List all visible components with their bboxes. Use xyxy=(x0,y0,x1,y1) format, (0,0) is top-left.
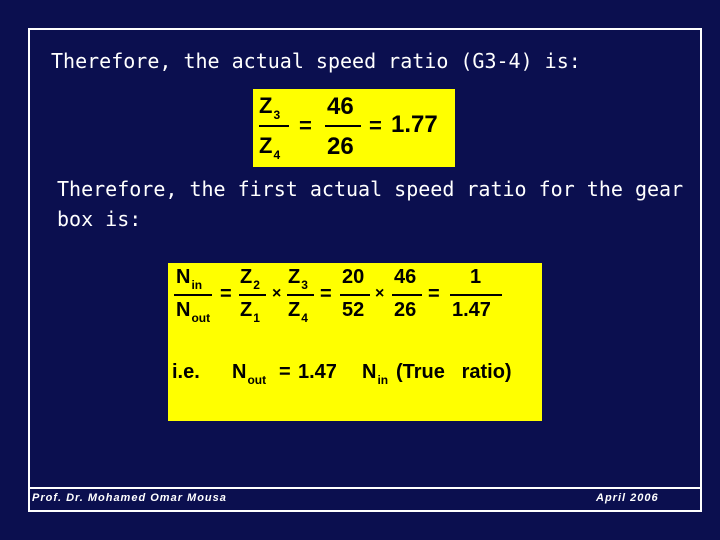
equation-box-speed-ratio xyxy=(253,89,455,167)
eq2-frac5-denominator: 1.47 xyxy=(452,299,491,321)
eq2-lhs-fraction-bar xyxy=(174,294,212,296)
eq2-frac1-denominator: $Z_1$ xyxy=(240,299,260,325)
eq2-times-1: × xyxy=(272,285,282,302)
eq2-frac3-numerator: 20 xyxy=(342,266,365,288)
eq2-lhs-numerator: $N_{in}$ xyxy=(176,266,203,292)
eq1-equals-1: = xyxy=(299,113,312,138)
eq2-times-2: × xyxy=(375,285,385,302)
eq2-frac5-bar xyxy=(450,294,502,296)
eq2-frac4-numerator: 46 xyxy=(394,266,417,288)
eq2-frac3-bar xyxy=(340,294,370,296)
footer-author: Prof. Dr. Mohamed Omar Mousa xyxy=(32,492,227,504)
footer-date: April 2006 xyxy=(596,492,659,504)
eq1-result: 1.77 xyxy=(391,111,438,138)
eq2-equals-2: = xyxy=(320,283,332,305)
eq1-lhs-numerator: $Z_3$ xyxy=(259,93,281,122)
eq1-fraction-denominator: 26 xyxy=(327,133,354,160)
heading-first-actual-ratio-line2: box is: xyxy=(57,207,142,231)
eq1-lhs-denominator: $Z_4$ xyxy=(259,133,281,162)
eq2-frac5-numerator: 1 xyxy=(470,266,482,288)
eq2-frac4-bar xyxy=(392,294,422,296)
heading-speed-ratio-g3-4: Therefore, the actual speed ratio (G3-4) is: xyxy=(51,49,581,73)
eq2-frac2-denominator: $Z_4$ xyxy=(288,299,308,325)
eq2-frac4-denominator: 26 xyxy=(394,299,417,321)
eq1-fraction-bar xyxy=(325,125,361,127)
eq3-note: (True ratio) xyxy=(396,361,512,383)
eq3-prefix: i.e. xyxy=(172,361,200,383)
eq1-lhs-fraction-bar xyxy=(259,125,289,127)
eq2-frac2-bar xyxy=(287,294,314,296)
eq2-equals-1: = xyxy=(220,283,232,305)
eq2-frac3-denominator: 52 xyxy=(342,299,365,321)
eq2-frac1-numerator: $Z_2$ xyxy=(240,266,260,292)
eq3-equals: = xyxy=(279,361,291,383)
footer-divider xyxy=(28,487,702,489)
eq1-fraction-numerator: 46 xyxy=(327,93,354,120)
eq2-frac1-bar xyxy=(239,294,266,296)
eq3-n-in: $N_{in}$ xyxy=(362,361,389,387)
eq3-value: 1.47 xyxy=(298,361,337,383)
eq3-n-out: $N_{out}$ xyxy=(232,361,267,387)
eq1-equals-2: = xyxy=(369,113,382,138)
eq2-frac2-numerator: $Z_3$ xyxy=(288,266,308,292)
equation-box-gearbox-ratio xyxy=(168,263,542,421)
eq2-equals-3: = xyxy=(428,283,440,305)
eq2-lhs-denominator: $N_{out}$ xyxy=(176,299,211,325)
heading-first-actual-ratio-line1: Therefore, the first actual speed ratio for the gear xyxy=(57,177,684,201)
